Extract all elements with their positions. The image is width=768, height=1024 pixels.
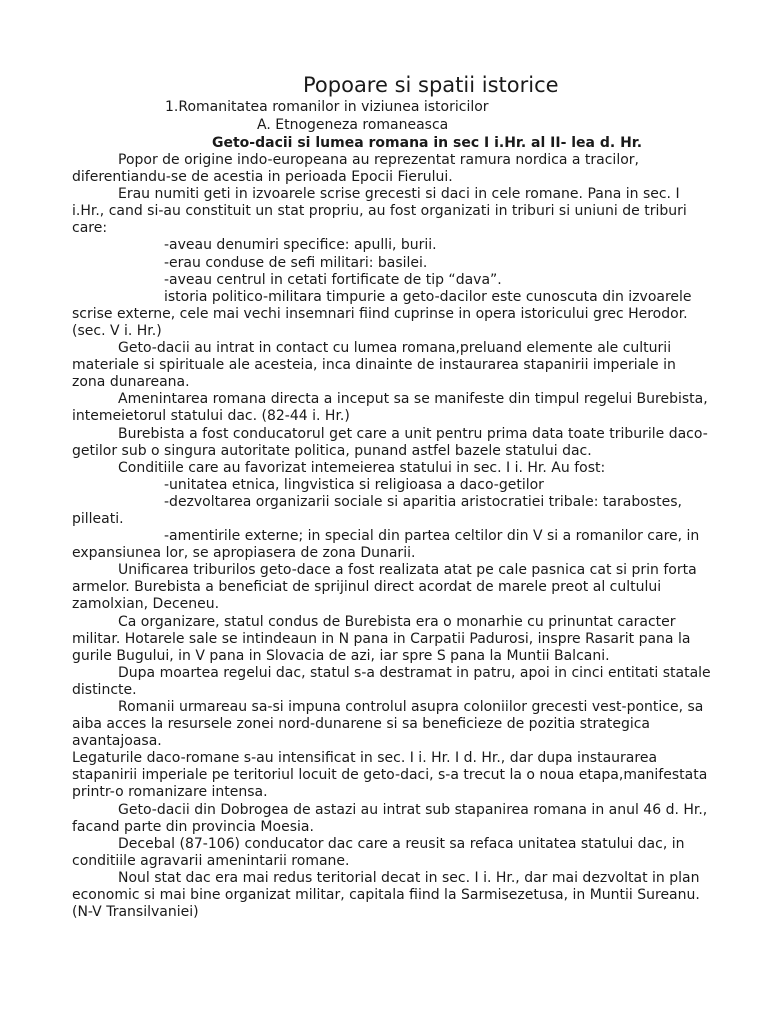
paragraph: Noul stat dac era mai redus teritorial decat in sec. I i. Hr., dar mai dezvoltat in plan economic si mai bine organizat militar, capitala fiind la Sarmisezetusa, in Muntii Sureanu. (N-V Transilvaniei) xyxy=(72,869,700,921)
paragraph: Dupa moartea regelui dac, statul s-a destramat in patru, apoi in cinci entitati statale distincte. xyxy=(72,664,711,698)
paragraph: Erau numiti geti in izvoarele scrise grecesti si daci in cele romane. Pana in sec. I i.Hr., cand si-au constituit un stat propriu, au fost organizati in triburi si uniuni de triburi care: xyxy=(72,186,687,237)
list-item: -amentirile externe; in special din partea celtilor din V si a romanilor care, in expansiunea lor, se apropiasera de zona Dunarii. xyxy=(72,528,700,562)
list-item: istoria politico-militara timpurie a geto-dacilor este cunoscuta din izvoarele scrise externe, cele mai vechi insemnari fiind cuprinse in opera istoricului grec Herodor. (sec. V i. Hr.) xyxy=(72,288,692,339)
list-item: -erau conduse de sefi militari: basilei. xyxy=(164,254,428,271)
list-item: -dezvoltarea organizarii sociale si aparitia aristocratiei tribale: tarabostes, pilleati. xyxy=(72,493,682,527)
paragraph: Decebal (87-106) conducator dac care a reusit sa refaca unitatea statului dac, in conditiile agravarii amenintarii romane. xyxy=(72,835,685,869)
list-item: -aveau centrul in cetati fortificate de tip “dava”. xyxy=(164,271,502,288)
section-heading: 1.Romanitatea romanilor in viziunea istoricilor xyxy=(165,99,489,115)
document-body xyxy=(72,152,712,921)
paragraph: Amenintarea romana directa a inceput sa se manifeste din timpul regelui Burebista, intemeietorul statului dac. (82-44 i. Hr.) xyxy=(72,391,708,425)
document-page xyxy=(72,72,712,921)
paragraph: Geto-dacii au intrat in contact cu lumea romana,preluand elemente ale culturii materiale si spirituale ale acesteia, inca dinainte de instaurarea stapanirii imperiale in zona dunareana. xyxy=(72,340,676,391)
list-item: -aveau denumiri specifice: apulli, burii. xyxy=(164,237,437,254)
document-title: Popoare si spatii istorice xyxy=(303,73,559,97)
paragraph: Romanii urmareau sa-si impuna controlul asupra coloniilor grecesti vest-pontice, sa aiba acces la resursele zonei nord-dunarene si sa beneficieze de pozitia strategica avantajoasa. xyxy=(72,699,704,750)
subsection-heading: A. Etnogeneza romaneasca xyxy=(257,117,449,133)
topic-heading: Geto-dacii si lumea romana in sec I i.Hr. al II- lea d. Hr. xyxy=(212,135,643,151)
paragraph: Ca organizare, statul condus de Burebista era o monarhie cu prinuntat caracter militar. Hotarele sale se intindeaun in N pana in Carpatii Padurosi, inspre Rasarit pana la gurile Bugului, in V pana in Slovacia de azi, iar spre S pana la Muntii Balcani. xyxy=(72,613,691,664)
list-item: -unitatea etnica, lingvistica si religioasa a daco-getilor xyxy=(164,476,544,493)
paragraph: Legaturile daco-romane s-au intensificat in sec. I i. Hr. I d. Hr., dar dupa instaurarea stapanirii imperiale pe teritoriul locuit de geto-daci, s-a trecut la o noua etapa,manifestata printr-o romanizare intensa. xyxy=(72,750,708,801)
paragraph: Burebista a fost conducatorul get care a unit pentru prima data toate triburile daco-getilor sub o singura autoritate politica, punand astfel bazele statului dac. xyxy=(72,425,708,459)
paragraph: Conditiile care au favorizat intemeierea statului in sec. I i. Hr. Au fost: xyxy=(118,459,606,476)
paragraph: Popor de origine indo-europeana au reprezentat ramura nordica a tracilor, diferentiandu-se de acestia in perioada Epocii Fierului. xyxy=(72,152,639,186)
paragraph: Geto-dacii din Dobrogea de astazi au intrat sub stapanirea romana in anul 46 d. Hr., facand parte din provincia Moesia. xyxy=(72,801,708,835)
paragraph: Unificarea triburilos geto-dace a fost realizata atat pe cale pasnica cat si prin forta armelor. Burebista a beneficiat de sprijinul direct acordat de marele preot al cultului zamolxian, Deceneu. xyxy=(72,562,697,613)
